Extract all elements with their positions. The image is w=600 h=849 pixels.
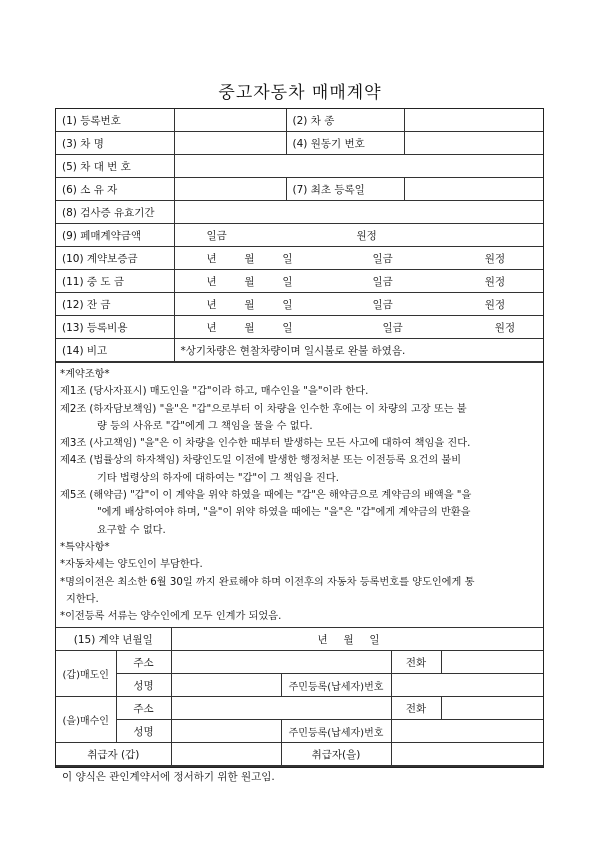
amount-suffix: 원정 [484, 252, 506, 265]
article-5-cont: "에게 배상하여야 하며, "을"이 위약 하였을 때에는 "을"은 "갑"에게 계약금의 반환을 [97, 507, 471, 519]
special-term-2-cont: 지한다. [66, 593, 99, 605]
year-label: 년 [206, 252, 217, 265]
vehicle-info-table [56, 109, 543, 362]
day-label: 일 [282, 321, 293, 334]
table-row [56, 674, 543, 697]
buyer-id-field[interactable] [391, 720, 543, 743]
contract-terms [56, 362, 543, 628]
label-agent-a: 취급자 (갑) [56, 743, 171, 766]
deposit-field[interactable] [174, 247, 543, 270]
day-label: 일 [282, 275, 293, 288]
amount-prefix: 일금 [382, 321, 403, 334]
label-registration-number: (1) 등록번호 [56, 109, 174, 132]
footer-note: 이 양식은 관인계약서에 정서하기 위한 원고임. [56, 766, 543, 788]
seller-phone-field[interactable] [441, 651, 543, 674]
date-group [207, 251, 293, 266]
amount-suffix: 원정 [484, 275, 506, 288]
label-buyer: (을)매수인 [56, 697, 116, 743]
table-row [56, 224, 543, 247]
year-label: 년 [317, 633, 328, 646]
engine-number-field[interactable] [404, 132, 543, 155]
label-agent-b: 취급자(을) [281, 743, 391, 766]
remarks-field[interactable]: *상기차량은 현찰차량이며 일시불로 완불 하였음. [174, 339, 543, 362]
label-sale-amount: (9) 페매계약금액 [56, 224, 174, 247]
table-row [56, 628, 543, 651]
table-row [56, 316, 543, 339]
month-label: 월 [343, 633, 354, 646]
table-row [56, 132, 543, 155]
special-term-2: *명의이전은 최소한 6월 30일 까지 완료해야 하며 이전후의 자동차 등록번호를 양도인에게 통 [60, 576, 475, 588]
vehicle-type-field[interactable] [404, 109, 543, 132]
month-label: 월 [244, 298, 255, 311]
article-2-cont: 량 등의 사유로 "갑"에게 그 책임을 물을 수 없다. [97, 420, 313, 432]
table-row [56, 720, 543, 743]
special-term-1: *자동차세는 양도인이 부담한다. [60, 559, 203, 571]
article-4-cont: 기타 법령상의 하자에 대하여는 "갑"이 그 책임을 진다. [97, 472, 339, 484]
first-registration-field[interactable] [404, 178, 543, 201]
table-row [56, 247, 543, 270]
table-row [56, 109, 543, 132]
special-terms-heading: *특약사항* [60, 541, 110, 553]
contract-date-field[interactable] [171, 628, 543, 651]
article-2: 제2조 (하자담보책임) "을"은 "갑"으로부터 이 차량을 인수한 후에는 이 차량의 고장 또는 불 [60, 403, 467, 415]
label-registration-cost: (13) 등록비용 [56, 316, 174, 339]
registration-cost-field[interactable] [174, 316, 543, 339]
year-label: 년 [206, 321, 217, 334]
label-seller-name: 성명 [116, 674, 171, 697]
buyer-address-field[interactable] [171, 697, 391, 720]
label-buyer-address: 주소 [116, 697, 171, 720]
label-buyer-id: 주민등록(납세자)번호 [281, 720, 391, 743]
balance-field[interactable] [174, 293, 543, 316]
label-deposit: (10) 계약보증금 [56, 247, 174, 270]
table-row [56, 201, 543, 224]
date-group [207, 320, 293, 335]
label-interim-payment: (11) 중 도 금 [56, 270, 174, 293]
day-label: 일 [369, 633, 380, 646]
label-seller-id: 주민등록(납세자)번호 [281, 674, 391, 697]
article-4: 제4조 (법률상의 하자책임) 차량인도일 이전에 발생한 행정처분 또는 이전등록 요건의 불비 [60, 455, 462, 467]
amount-suffix: 원정 [494, 321, 516, 334]
year-label: 년 [206, 275, 217, 288]
label-engine-number: (4) 원동기 번호 [286, 132, 404, 155]
amount-prefix: 일금 [206, 229, 227, 242]
amount-suffix: 원정 [356, 229, 377, 242]
article-1: 제1조 (당사자표시) 매도인을 "갑"이라 하고, 매수인을 "을"이라 한다. [60, 386, 369, 398]
month-label: 월 [244, 252, 255, 265]
date-group [207, 274, 293, 289]
seller-address-field[interactable] [171, 651, 391, 674]
amount-prefix: 일금 [372, 275, 393, 288]
date-group [318, 632, 380, 647]
table-row [56, 697, 543, 720]
article-3: 제3조 (사고책임) "을"은 이 차량을 인수한 때부터 발생하는 모든 사고에 대하여 책임을 진다. [60, 438, 471, 450]
month-label: 월 [244, 275, 255, 288]
label-buyer-phone: 전화 [391, 697, 441, 720]
agent-a-field[interactable] [171, 743, 281, 766]
label-seller: (갑)매도인 [56, 651, 116, 697]
table-row [56, 270, 543, 293]
table-row [56, 743, 543, 766]
chassis-number-field[interactable] [174, 155, 543, 178]
table-row [56, 651, 543, 674]
label-seller-phone: 전화 [391, 651, 441, 674]
label-first-registration: (7) 최초 등록일 [286, 178, 404, 201]
day-label: 일 [282, 298, 293, 311]
label-owner: (6) 소 유 자 [56, 178, 174, 201]
table-row [56, 178, 543, 201]
label-chassis-number: (5) 차 대 번 호 [56, 155, 174, 178]
table-row [56, 155, 543, 178]
vehicle-name-field[interactable] [174, 132, 286, 155]
buyer-phone-field[interactable] [441, 697, 543, 720]
agent-b-field[interactable] [391, 743, 543, 766]
amount-suffix: 원정 [484, 298, 506, 311]
label-contract-date: (15) 계약 년월일 [56, 628, 171, 651]
terms-heading: *계약조항* [60, 369, 110, 380]
year-label: 년 [206, 298, 217, 311]
contract-form [55, 108, 544, 784]
seller-name-field[interactable] [171, 674, 281, 697]
label-seller-address: 주소 [116, 651, 171, 674]
amount-prefix: 일금 [372, 252, 393, 265]
interim-payment-field[interactable] [174, 270, 543, 293]
inspection-validity-field[interactable] [174, 201, 543, 224]
buyer-name-field[interactable] [171, 720, 281, 743]
special-term-3: *이전등록 서류는 양수인에게 모두 인계가 되었음. [60, 611, 282, 623]
amount-prefix: 일금 [372, 298, 393, 311]
label-buyer-name: 성명 [116, 720, 171, 743]
day-label: 일 [282, 252, 293, 265]
owner-field[interactable] [174, 178, 286, 201]
document-title: 중고자동차 매매계약 [218, 83, 382, 103]
label-inspection-validity: (8) 검사증 유효기간 [56, 201, 174, 224]
month-label: 월 [244, 321, 255, 334]
article-5: 제5조 (해약금) "갑"이 이 계약을 위약 하였을 때에는 "갑"은 해약금으로 계약금의 배액을 "을 [60, 490, 472, 502]
label-balance: (12) 잔 금 [56, 293, 174, 316]
date-group [207, 297, 293, 312]
label-vehicle-name: (3) 차 명 [56, 132, 174, 155]
label-vehicle-type: (2) 차 종 [286, 109, 404, 132]
registration-number-field[interactable] [174, 109, 286, 132]
label-remarks: (14) 비고 [56, 339, 174, 362]
seller-id-field[interactable] [391, 674, 543, 697]
parties-table [56, 628, 543, 766]
table-row [56, 339, 543, 362]
table-row [56, 293, 543, 316]
article-5-cont2: 요구할 수 없다. [97, 524, 166, 536]
sale-amount-field[interactable] [174, 224, 543, 247]
